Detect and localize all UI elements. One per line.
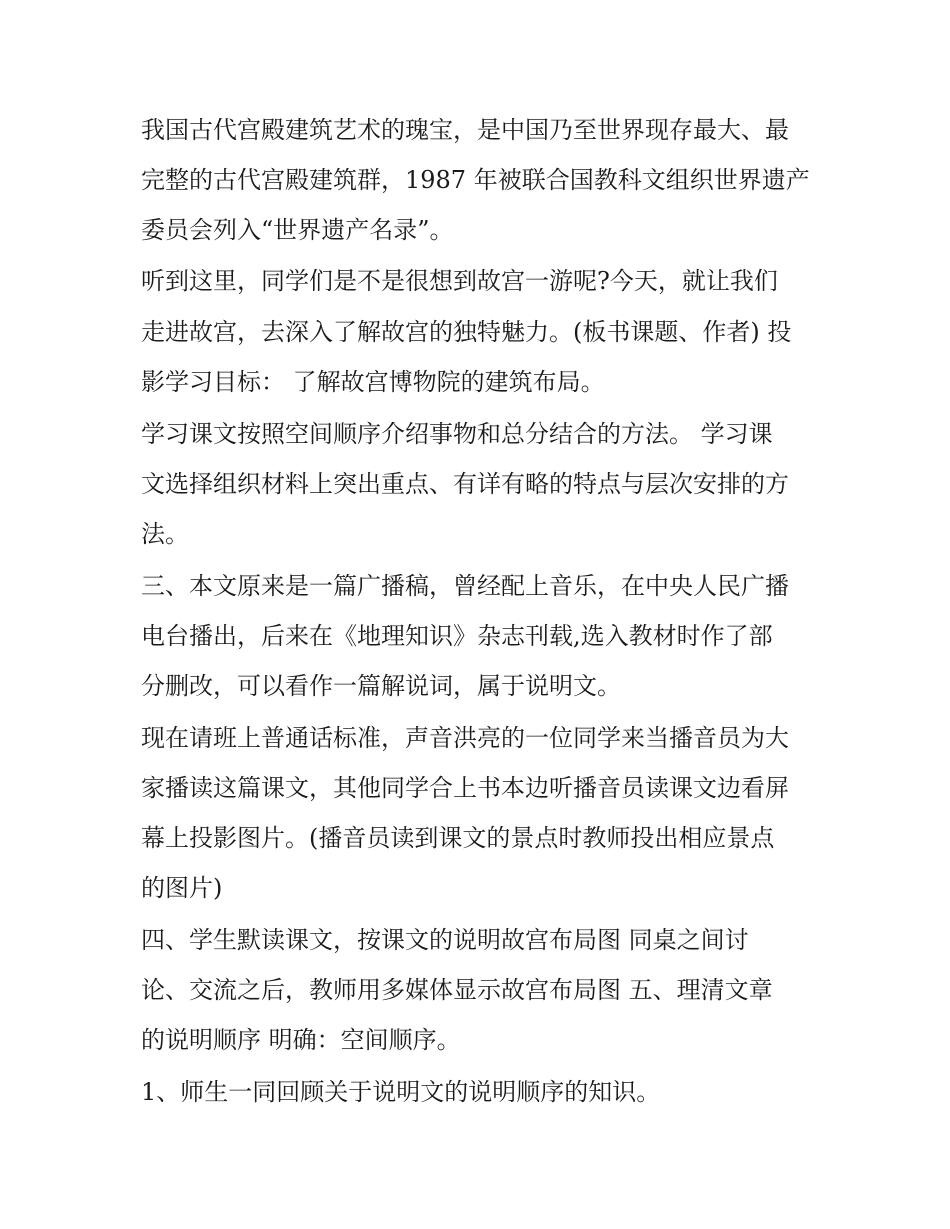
text-line: 电台播出，后来在《地理知识》杂志刊载,选入教材时作了部 xyxy=(141,622,773,650)
text-line: 四、学生默读课文，按课文的说明故宫布局图 同桌之间讨 xyxy=(141,926,749,954)
text-line: 的图片) xyxy=(141,874,223,902)
text-line: 文选择组织材料上突出重点、有详有略的特点与层次安排的方 xyxy=(141,470,789,498)
text-line: 完整的古代宫殿建筑群，1987 年被联合国教科文组织世界遗产 xyxy=(141,166,810,194)
text-line: 论、交流之后，教师用多媒体显示故宫布局图 五、理清文章 xyxy=(141,976,773,1004)
text-line: 学习课文按照空间顺序介绍事物和总分结合的方法。 学习课 xyxy=(141,420,773,448)
text-line: 现在请班上普通话标准，声音洪亮的一位同学来当播音员为大 xyxy=(141,724,789,752)
text-line: 家播读这篇课文，其他同学合上书本边听播音员读课文边看屏 xyxy=(141,774,789,802)
text-line: 我国古代宫殿建筑艺术的瑰宝，是中国乃至世界现存最大、最 xyxy=(141,116,789,144)
text-line: 幕上投影图片。(播音员读到课文的景点时教师投出相应景点 xyxy=(141,824,775,852)
text-line: 委员会列入“世界遗产名录”。 xyxy=(141,216,454,244)
text-line: 听到这里，同学们是不是很想到故宫一游呢?今天，就让我们 xyxy=(141,267,778,295)
text-line: 走进故宫，去深入了解故宫的独特魅力。(板书课题、作者) 投 xyxy=(141,318,792,346)
text-line: 分删改，可以看作一篇解说词，属于说明文。 xyxy=(141,672,621,700)
text-line: 1、师生一同回顾关于说明文的说明顺序的知识。 xyxy=(141,1078,661,1106)
text-line: 的说明顺序 明确：空间顺序。 xyxy=(141,1026,461,1054)
text-line: 法。 xyxy=(141,520,189,548)
text-line: 三、本文原来是一篇广播稿，曾经配上音乐，在中央人民广播 xyxy=(141,572,789,600)
text-line: 影学习目标： 了解故宫博物院的建筑布局。 xyxy=(141,368,605,396)
